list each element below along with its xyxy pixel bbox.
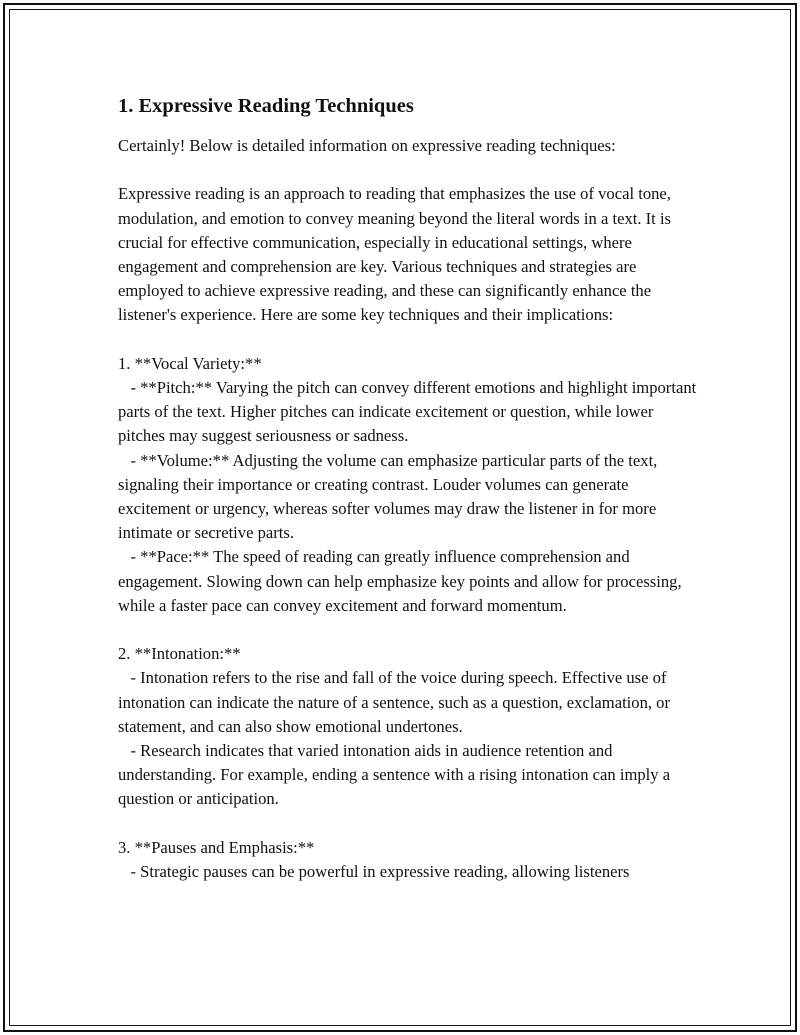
bullet-strategic-pauses: - Strategic pauses can be powerful in expressive reading, allowing listeners: [118, 862, 630, 882]
bullet-volume: - **Volume:** Adjusting the volume can emphasize particular parts of the text, signaling their importance or creating contrast. Louder volumes can generate excitement or urgency, whereas softer volumes may draw the listener in for more intimate or secretive parts.: [118, 450, 662, 543]
bullet-pitch: - **Pitch:** Varying the pitch can convey different emotions and highlight important parts of the text. Higher pitches can indicate excitement or question, while lower pitches may suggest seriousness or sadness.: [118, 378, 701, 446]
section-heading-pauses: 3. **Pauses and Emphasis:**: [118, 837, 315, 857]
blank-line: [118, 158, 698, 182]
bullet-intonation-research: - Research indicates that varied intonation aids in audience retention and understanding. For example, ending a sentence with a rising intonation can imply a question or anticipation.: [118, 741, 675, 809]
blank-line: [118, 328, 698, 352]
section-heading-intonation: 2. **Intonation:**: [118, 644, 241, 664]
document-body: [118, 92, 701, 884]
section-heading-vocal-variety: 1. **Vocal Variety:**: [118, 353, 262, 373]
intro-paragraph: Certainly! Below is detailed information on expressive reading techniques:: [118, 136, 616, 155]
bullet-pace: - **Pace:** The speed of reading can greatly influence comprehension and engagement. Slowing down can help emphasize key points and allow for processing, while a faster pace can convey excitement and forward momentum.: [118, 547, 686, 615]
document-title: 1. Expressive Reading Techniques: [118, 95, 414, 117]
overview-paragraph: Expressive reading is an approach to reading that emphasizes the use of vocal tone, modulation, and emotion to convey meaning beyond the literal words in a text. It is crucial for effective communication, especially in educational settings, where engagement and comprehension are key. Various techniques and strategies are employed to achieve expressive reading, and these can significantly enhance the listener's experience. Here are some key techniques and their implications:: [118, 184, 676, 325]
blank-line: [118, 812, 698, 836]
blank-line: [118, 618, 698, 642]
bullet-intonation-definition: - Intonation refers to the rise and fall of the voice during speech. Effective use of intonation can indicate the nature of a sentence, such as a question, exclamation, or statement, and can also show emotional undertones.: [118, 668, 675, 736]
